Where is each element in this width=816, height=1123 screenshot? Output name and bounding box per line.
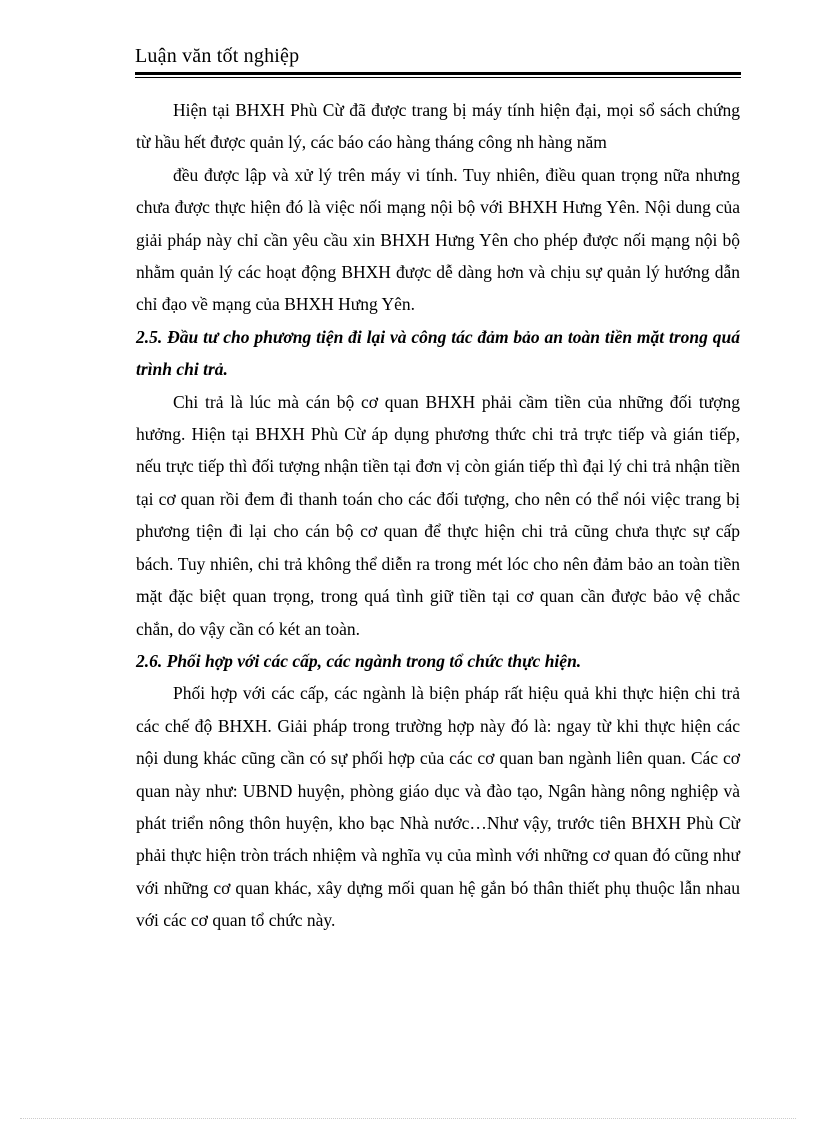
paragraph-payment-safety: Chi trả là lúc mà cán bộ cơ quan BHXH phải cầm tiền của những đối tượng hưởng. Hiện tại BHXH Phù Cừ áp dụng phương thức chi trả trực tiếp và gián tiếp, nếu trực tiếp thì đối tượng nhận tiền tại đơn vị còn gián tiếp thì đại lý chi trả nhận tiền tại cơ quan rồi đem đi thanh toán cho các đối tượng, cho nên có thể nói việc trang bị phương tiện đi lại cho cán bộ cơ quan để thực hiện chi trả cũng chưa thực sự cấp bách. Tuy nhiên, chi trả không thể diễn ra trong mét lóc cho nên đảm bảo an toàn tiền mặt đặc biệt quan trọng, trong quá tình giữ tiền tại cơ quan cần được bảo vệ chắc chắn, do vậy cần có két an toàn. (136, 391, 740, 639)
document-body (136, 94, 740, 937)
paragraph-network: đều được lập và xử lý trên máy vi tính. Tuy nhiên, điều quan trọng nữa nhưng chưa được thực hiện đó là việc nối mạng nội bộ với BHXH Hưng Yên. Nội dung của giải pháp này chỉ cần yêu cầu xin BHXH Hưng Yên cho phép được nối mạng nội bộ nhằm quản lý các hoạt động BHXH được dễ dàng hơn và chịu sự quản lý hướng dẫn chỉ đạo về mạng của BHXH Hưng Yên. (136, 164, 740, 315)
header-title: Luận văn tốt nghiệp (135, 45, 300, 67)
heading-section-2-6: 2.6. Phối hợp với các cấp, các ngành trong tổ chức thực hiện. (136, 650, 582, 671)
paragraph-coordination: Phối hợp với các cấp, các ngành là biện pháp rất hiệu quả khi thực hiện chi trả các chế độ BHXH. Giải pháp trong trường hợp này đó là: ngay từ khi thực hiện các nội dung khác cũng cần có sự phối hợp của các cơ quan ban ngành liên quan. Các cơ quan này như: UBND huyện, phòng giáo dục và đào tạo, Ngân hàng nông nghiệp và phát triển nông thôn huyện, kho bạc Nhà nước…Như vậy, trước tiên BHXH Phù Cừ phải thực hiện tròn trách nhiệm và nghĩa vụ của mình với những cơ quan đó cũng như với những cơ quan khác, xây dựng mối quan hệ gắn bó thân thiết phụ thuộc lẫn nhau với các cơ quan tổ chức này. (136, 683, 740, 931)
page-header (135, 44, 741, 68)
header-rule-thin (135, 77, 741, 78)
heading-section-2-5: 2.5. Đầu tư cho phương tiện đi lại và công tác đảm bảo an toàn tiền mặt trong quá trình chi trả. (136, 326, 740, 380)
header-rule-thick (135, 72, 741, 75)
paragraph-it-equipment: Hiện tại BHXH Phù Cừ đã được trang bị máy tính hiện đại, mọi sổ sách chứng từ hầu hết được quản lý, các báo cáo hàng tháng công nh hàng năm (136, 100, 740, 153)
footer-divider (20, 1118, 796, 1119)
